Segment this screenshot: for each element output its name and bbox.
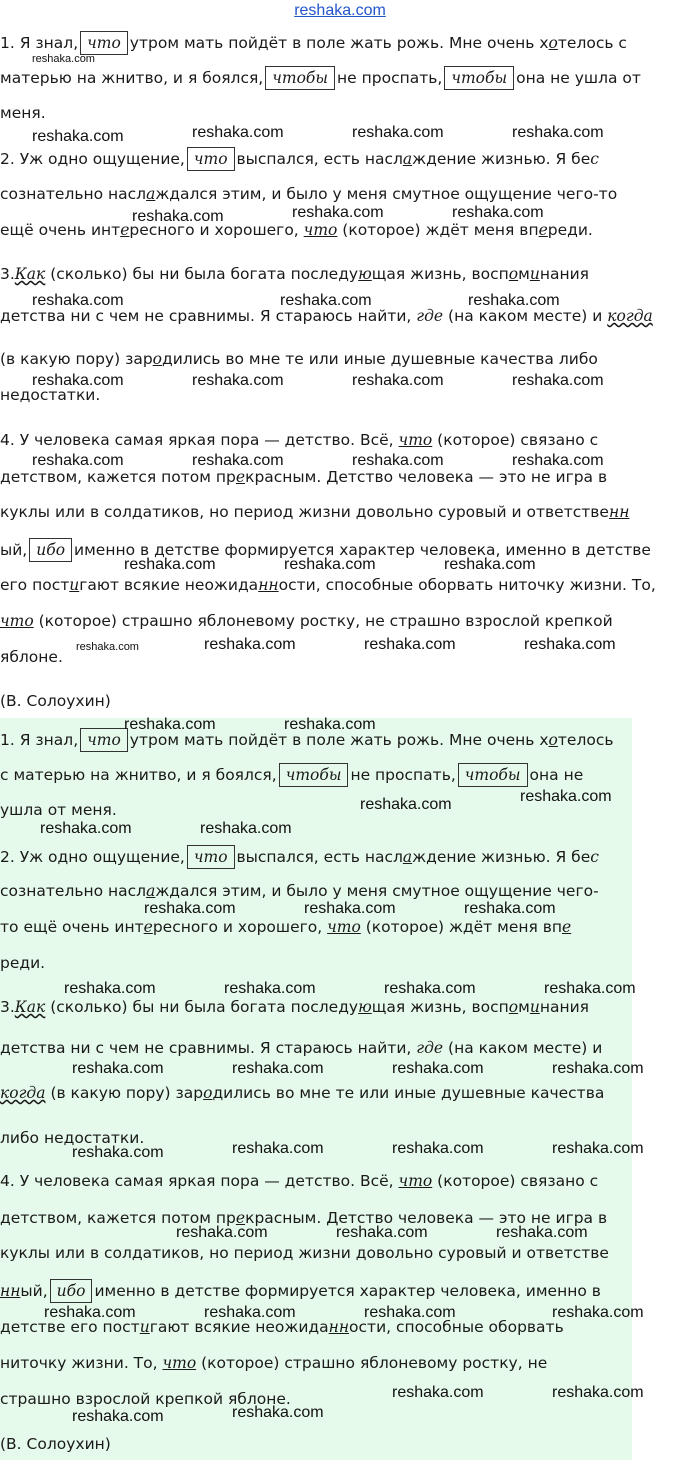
watermark: reshaka.com xyxy=(204,1304,296,1321)
g-p4-line6: ниточку жизни. То, что (которое) страшно яблоневому ростку, не xyxy=(0,1354,548,1372)
watermark: reshaka.com xyxy=(72,1060,164,1077)
watermark: reshaka.com xyxy=(72,1144,164,1161)
watermark: reshaka.com xyxy=(352,372,444,389)
watermark: reshaka.com xyxy=(204,636,296,653)
p4-line3: куклы или в солдатиков, но период жизни довольно суровый и ответственн xyxy=(0,503,630,521)
p3-line4: недостатки. xyxy=(0,386,101,404)
watermark: reshaka.com xyxy=(352,124,444,141)
watermark: reshaka.com xyxy=(32,452,124,469)
p3-line3: (в какую пору) зародились во мне те или иные душевные качества либо xyxy=(0,350,598,368)
watermark: reshaka.com xyxy=(32,372,124,389)
g-p2-line3: то ещё очень интересного и хорошего, что (которое) ждёт меня впе xyxy=(0,918,572,936)
g-p1-line3: ушла от меня. xyxy=(0,801,117,819)
watermark: reshaka.com xyxy=(200,820,292,837)
p1-line3: меня. xyxy=(0,104,46,122)
watermark: reshaka.com xyxy=(232,1404,324,1421)
g-p4-line1: 4. У человека самая яркая пора — детство. Всё, что (которое) связано с xyxy=(0,1172,599,1190)
watermark: reshaka.com xyxy=(384,980,476,997)
watermark: reshaka.com xyxy=(40,820,132,837)
watermark: reshaka.com xyxy=(44,1304,136,1321)
watermark: reshaka.com xyxy=(392,1060,484,1077)
p2-line1: 2. Уж одно ощущение, что выспался, есть наслаждение жизнью. Я бес xyxy=(0,147,599,171)
g-p3-line1: 3.Как (сколько) бы ни была богата последующая жизнь, воспоминания xyxy=(0,998,589,1016)
site-header-link[interactable]: reshaka.com xyxy=(294,2,386,19)
p3-line1: 3.Как (сколько) бы ни была богата последующая жизнь, воспоминания xyxy=(0,265,589,283)
watermark: reshaka.com xyxy=(520,788,612,805)
watermark: reshaka.com xyxy=(552,1060,644,1077)
g-p4-line3: куклы или в солдатиков, но период жизни довольно суровый и ответстве xyxy=(0,1244,609,1262)
author-2: (В. Солоухин) xyxy=(0,1435,111,1453)
g-p3-line4: либо недостатки. xyxy=(0,1129,145,1147)
g-p1-line2: с матерью на жнитво, и я боялся, чтобы не проспать, чтобы она не xyxy=(0,763,583,787)
g-p4-line2: детством, кажется потом прекрасным. Детство человека — это не игра в xyxy=(0,1209,608,1227)
g-p4-line4: нный, ибо именно в детстве формируется характер человека, именно в xyxy=(0,1279,601,1303)
watermark: reshaka.com xyxy=(360,796,452,813)
watermark: reshaka.com xyxy=(280,292,372,309)
g-p3-line2: детства ни с чем не сравнимы. Я стараюсь найти, где (на каком месте) и xyxy=(0,1039,603,1057)
p1-line2: матерью на жнитво, и я боялся, чтобы не проспать, чтобы она не ушла от xyxy=(0,66,641,90)
g-p4-line5: детстве его постигают всякие неожиданности, способные оборвать xyxy=(0,1318,564,1336)
watermark: reshaka.com xyxy=(32,292,124,309)
watermark: reshaka.com xyxy=(132,208,224,225)
watermark: reshaka.com xyxy=(496,1224,588,1241)
g-p2-line1: 2. Уж одно ощущение, что выспался, есть наслаждение жизнью. Я бес xyxy=(0,845,599,869)
watermark: reshaka.com xyxy=(552,1384,644,1401)
watermark: reshaka.com xyxy=(124,556,216,573)
p3-line2: детства ни с чем не сравнимы. Я стараюсь найти, где (на каком месте) и когда xyxy=(0,307,653,325)
watermark: reshaka.com xyxy=(512,124,604,141)
watermark: reshaka.com xyxy=(192,452,284,469)
p2-line2: сознательно наслаждался этим, и было у меня смутное ощущение чего-то xyxy=(0,185,618,203)
watermark: reshaka.com xyxy=(232,1060,324,1077)
watermark: reshaka.com xyxy=(512,452,604,469)
watermark: reshaka.com xyxy=(304,900,396,917)
watermark: reshaka.com xyxy=(392,1140,484,1157)
watermark: reshaka.com xyxy=(524,636,616,653)
watermark: reshaka.com xyxy=(292,204,384,221)
p2-line3: ещё очень интересного и хорошего, что (которое) ждёт меня впереди. xyxy=(0,221,593,239)
watermark: reshaka.com xyxy=(392,1384,484,1401)
p4-line7: яблоне. xyxy=(0,648,63,666)
watermark: reshaka.com xyxy=(444,556,536,573)
author-1: (В. Солоухин) xyxy=(0,692,111,710)
g-p1-line1: 1. Я знал, что утром мать пойдёт в поле жать рожь. Мне очень хотелось xyxy=(0,728,614,752)
watermark: reshaka.com xyxy=(72,1408,164,1425)
watermark: reshaka.com xyxy=(124,716,216,733)
watermark: reshaka.com xyxy=(32,128,124,145)
watermark: reshaka.com xyxy=(336,1224,428,1241)
p4-line2: детством, кажется потом прекрасным. Детство человека — это не игра в xyxy=(0,468,608,486)
p4-line5: его постигают всякие неожиданности, способные оборвать ниточку жизни. То, xyxy=(0,576,656,594)
g-p4-line7: страшно взрослой крепкой яблоне. xyxy=(0,1390,291,1408)
g-p2-line4: реди. xyxy=(0,954,46,972)
watermark: reshaka.com xyxy=(192,372,284,389)
p4-line4: ый, ибо именно в детстве формируется характер человека, именно в детстве xyxy=(0,538,651,562)
watermark: reshaka.com xyxy=(364,636,456,653)
watermark: reshaka.com xyxy=(464,900,556,917)
watermark: reshaka.com xyxy=(552,1304,644,1321)
watermark: reshaka.com xyxy=(64,980,156,997)
watermark: reshaka.com xyxy=(468,292,560,309)
watermark: reshaka.com xyxy=(232,1140,324,1157)
watermark: reshaka.com xyxy=(32,53,95,65)
watermark: reshaka.com xyxy=(544,980,636,997)
watermark: reshaka.com xyxy=(176,1224,268,1241)
watermark: reshaka.com xyxy=(144,900,236,917)
watermark: reshaka.com xyxy=(284,556,376,573)
watermark: reshaka.com xyxy=(552,1140,644,1157)
watermark: reshaka.com xyxy=(364,1304,456,1321)
p1-line1: 1. Я знал, что утром мать пойдёт в поле жать рожь. Мне очень хотелось с xyxy=(0,31,627,55)
watermark: reshaka.com xyxy=(76,641,139,653)
watermark: reshaka.com xyxy=(512,372,604,389)
watermark: reshaka.com xyxy=(224,980,316,997)
watermark: reshaka.com xyxy=(284,716,376,733)
watermark: reshaka.com xyxy=(452,204,544,221)
watermark: reshaka.com xyxy=(352,452,444,469)
g-p2-line2: сознательно наслаждался этим, и было у меня смутное ощущение чего- xyxy=(0,882,599,900)
watermark: reshaka.com xyxy=(192,124,284,141)
p4-line6: что (которое) страшно яблоневому ростку, не страшно взрослой крепкой xyxy=(0,612,613,630)
g-p3-line3: когда (в какую пору) зародились во мне те или иные душевные качества xyxy=(0,1084,605,1102)
p4-line1: 4. У человека самая яркая пора — детство. Всё, что (которое) связано с xyxy=(0,431,599,449)
